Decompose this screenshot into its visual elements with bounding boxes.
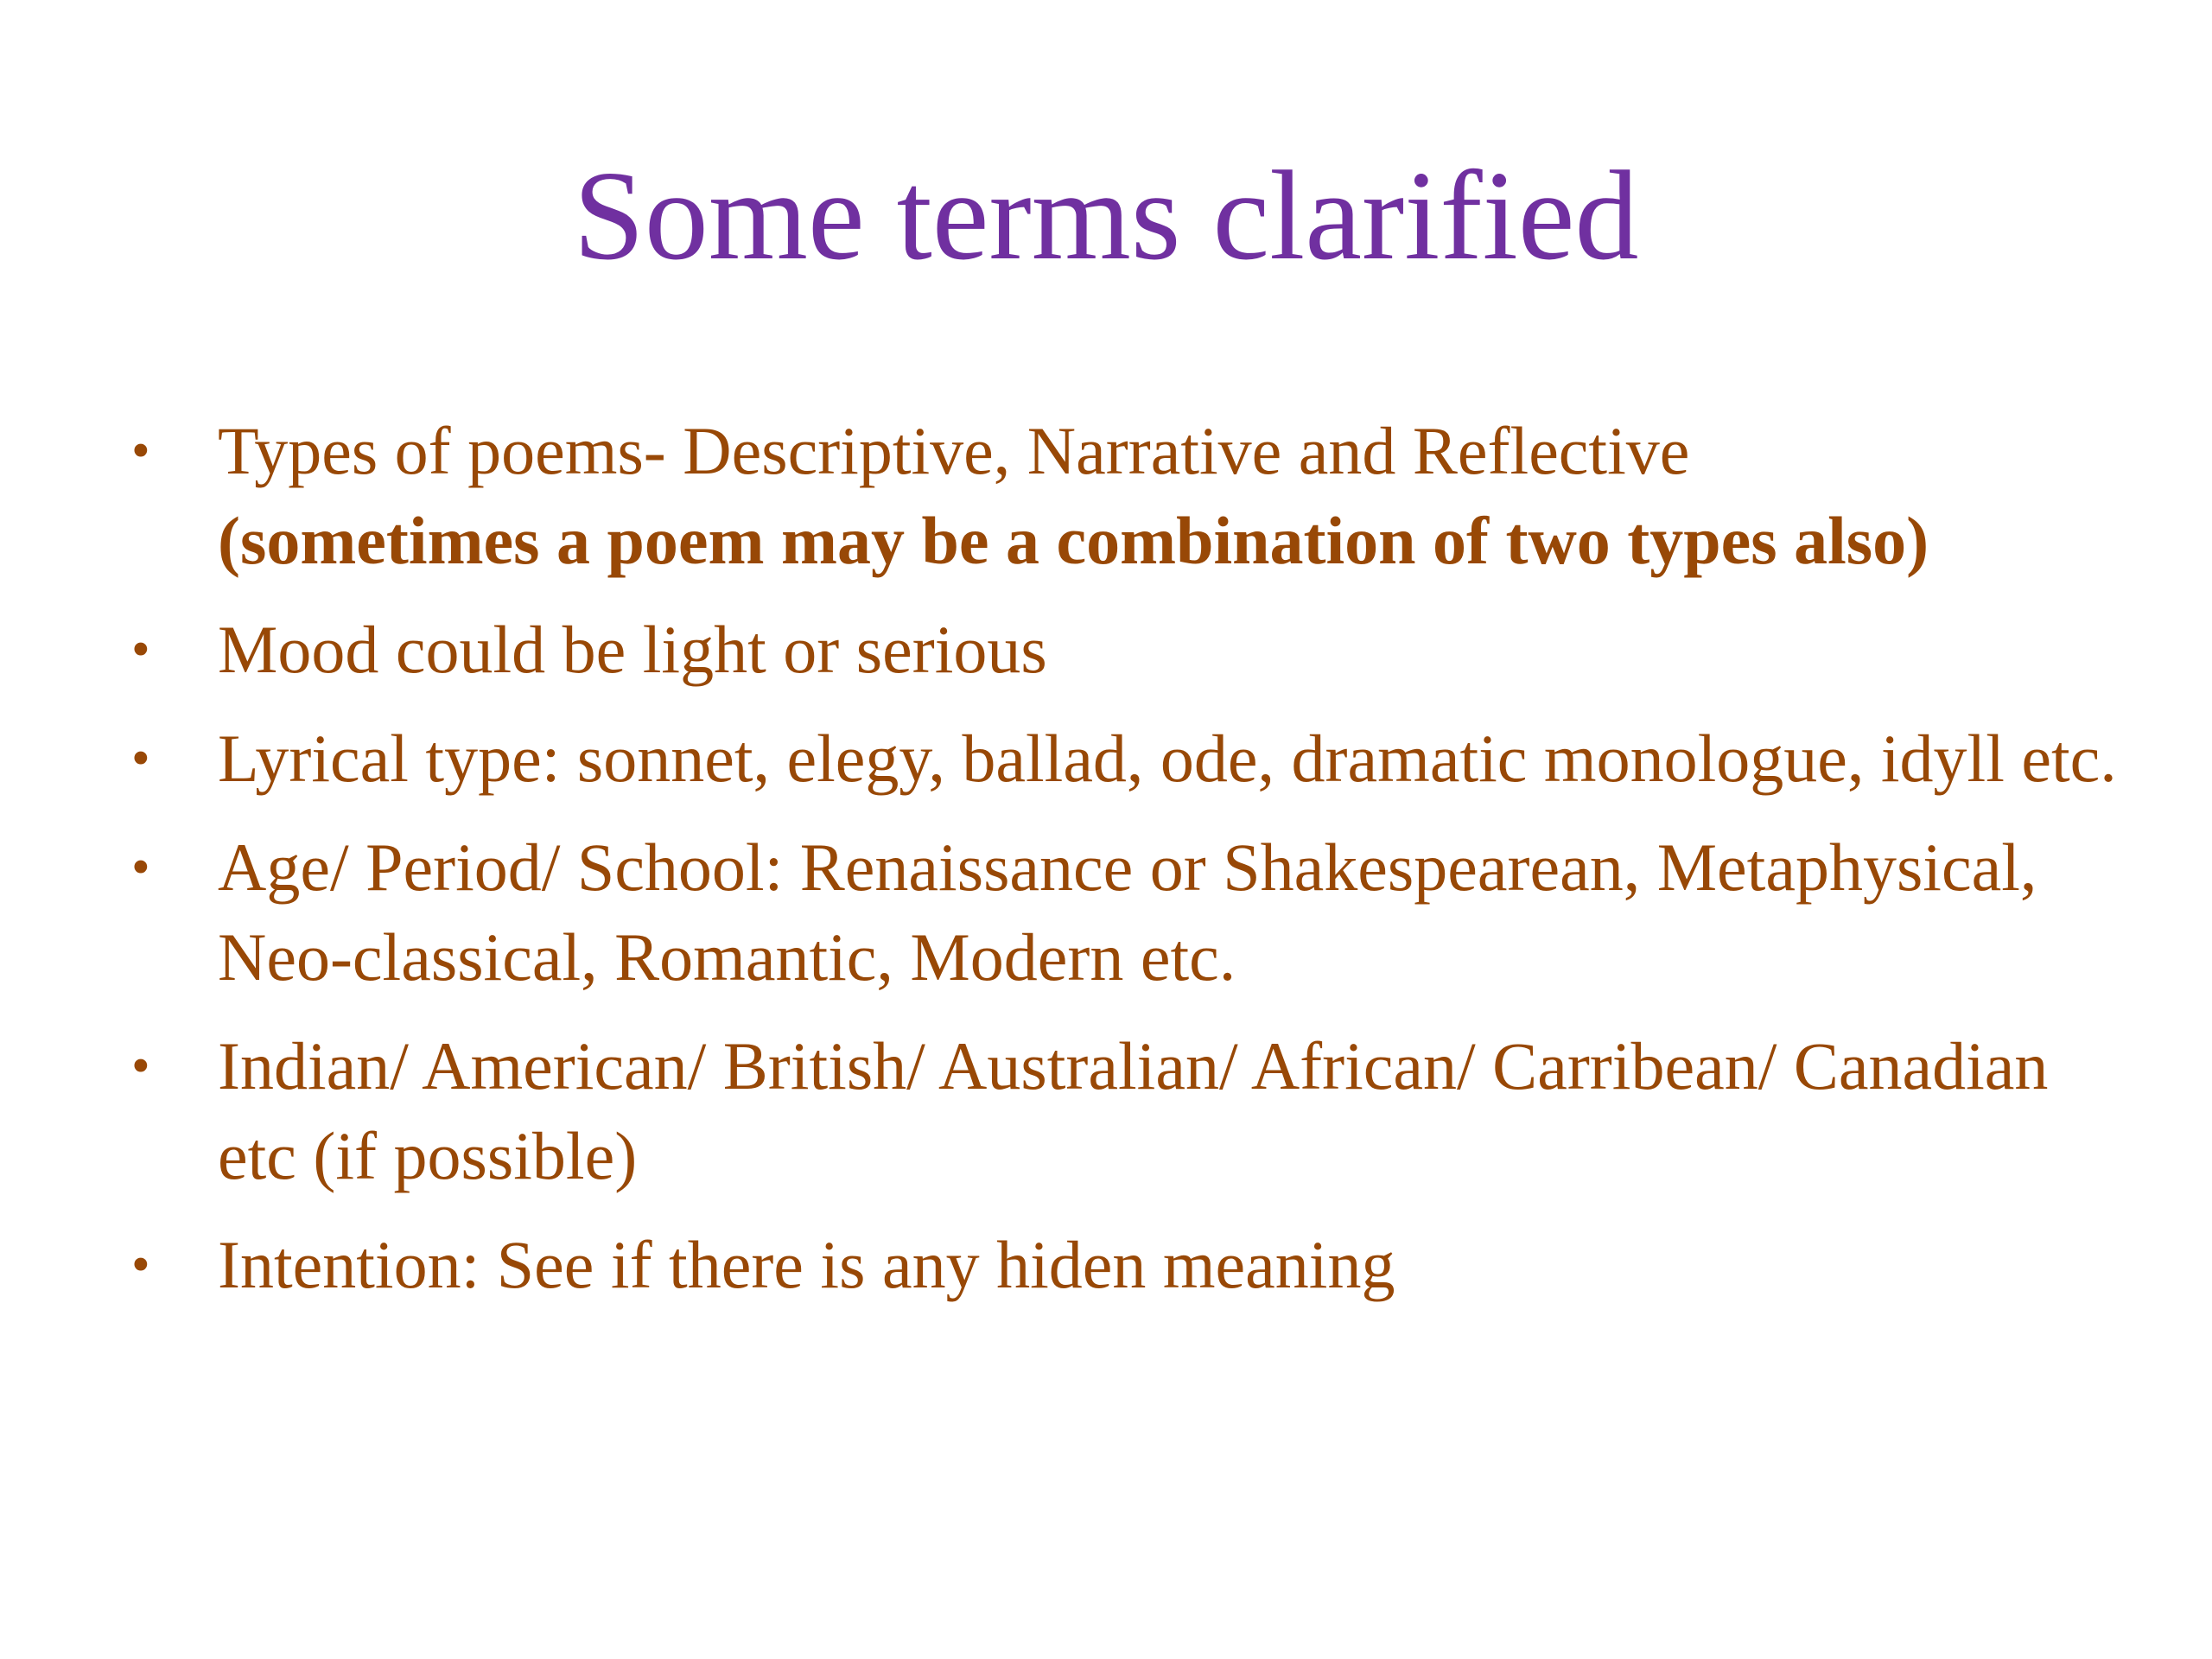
bullet-icon: • bbox=[131, 620, 150, 679]
bullet-text: Age/ Period/ School: Renaissance or Shakespearean, Metaphysical, Neo-classical, Romantic, Modern etc. bbox=[218, 830, 2037, 995]
bullet-item-intention bbox=[130, 1220, 2117, 1310]
bullet-icon: • bbox=[131, 1037, 150, 1096]
bullet-text: Intention: See if there is any hiden meaning bbox=[218, 1227, 1395, 1302]
bullet-icon: • bbox=[131, 422, 150, 480]
slide-title: Some terms clarified bbox=[573, 145, 1639, 287]
bullet-item-mood bbox=[130, 605, 2117, 695]
bullet-text: Lyrical type: sonnet, elegy, ballad, ode, dramatic monologue, idyll etc. bbox=[218, 721, 2117, 796]
bullet-item-lyrical-type bbox=[130, 714, 2117, 804]
bullet-text: Mood could be light or serious bbox=[218, 612, 1047, 687]
bullet-text: Types of poems- Descriptive, Narrative and Reflective bbox=[218, 413, 1690, 488]
bullet-text-bold: (sometimes a poem may be a combination of two types also) bbox=[218, 503, 1929, 578]
bullet-icon: • bbox=[131, 729, 150, 788]
bullet-item-nationality bbox=[130, 1021, 2117, 1201]
bullet-icon: • bbox=[131, 1236, 150, 1294]
bullet-list bbox=[130, 406, 2117, 1329]
bullet-icon: • bbox=[131, 838, 150, 897]
bullet-text: Indian/ American/ British/ Australian/ African/ Carribean/ Canadian etc (if possible) bbox=[218, 1028, 2049, 1193]
bullet-item-age-period-school bbox=[130, 823, 2117, 1002]
bullet-item-poem-types bbox=[130, 406, 2117, 586]
